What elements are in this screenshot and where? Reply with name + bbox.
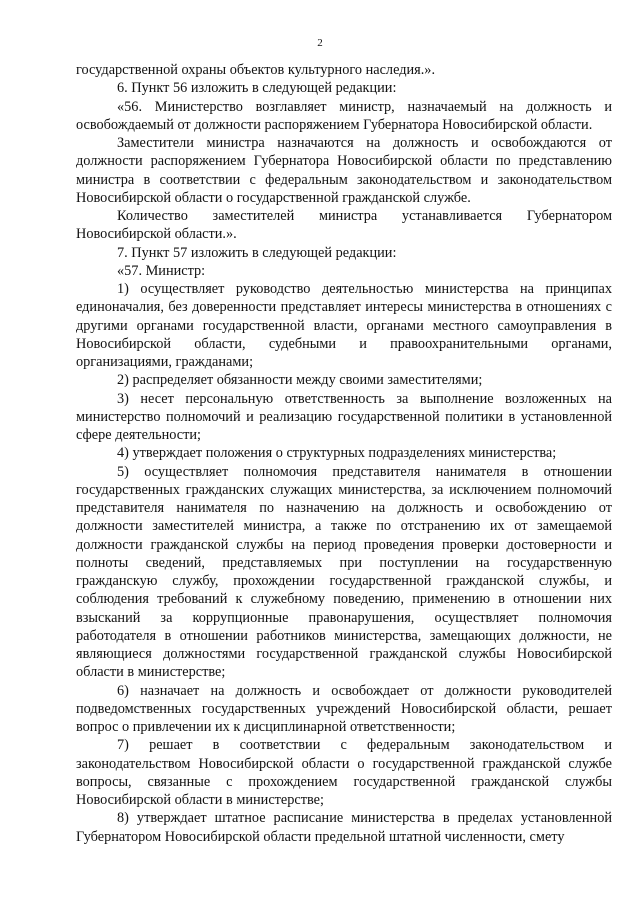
paragraph: государственной охраны объектов культурного наследия.». xyxy=(76,62,436,78)
paragraph: 1) осуществляет руководство деятельностью министерства на принципах единоначалия, без доверенности представляет интересы министерства в отношениях с другими органами государственной власти, органами местного самоуправления в Новосибирской области, судебными и правоохранительными органами, организациями, гражданами; xyxy=(76,281,612,370)
page-number: 2 xyxy=(317,37,323,49)
paragraph: 5) осуществляет полномочия представителя нанимателя в отношении государственных гражданских служащих министерства, за исключением полномочий представителя нанимателя по назначению на должность и освобождению от должности заместителей министра, а также по отстранению их от замещаемой должности гражданской службы на период проведения проверки достоверности и полноты сведений, представляемых при поступлении на государственную гражданскую службу, прохождении государственной гражданской службы, и соблюдения требований к служебному поведению, применению в отношении них взысканий за коррупционные правонарушения, осуществляет полномочия работодателя в отношении работников министерства, замещающих должности, не являющиеся должностями государственной гражданской службы Новосибирской области в министерстве; xyxy=(76,463,612,681)
paragraph: 6) назначает на должность и освобождает от должности руководителей подведомственных государственных учреждений Новосибирской области, решает вопрос о привлечении их к дисциплинарной ответственности; xyxy=(76,682,612,735)
paragraph: 6. Пункт 56 изложить в следующей редакции: xyxy=(117,80,397,97)
paragraph: 7) решает в соответствии с федеральным законодательством и законодательством Новосибирской области о государственной гражданской службе вопросы, связанные с прохождением государственной гражданской службы Новосибирской области в министерстве; xyxy=(76,737,612,808)
paragraph: 3) несет персональную ответственность за выполнение возложенных на министерство полномочий и реализацию государственной политики в установленной сфере деятельности; xyxy=(76,390,612,443)
document-body xyxy=(76,61,612,846)
paragraph: Количество заместителей министра устанавливается Губернатором Новосибирской области.». xyxy=(76,208,612,243)
paragraph: «57. Министр: xyxy=(117,262,206,279)
paragraph: Заместители министра назначаются на должность и освобождаются от должности распоряжением Губернатора Новосибирской области по представлению министра в соответствии с федеральным законодательством и законодательством Новосибирской области о государственной гражданской службе. xyxy=(76,135,612,206)
paragraph: 8) утверждает штатное расписание министерства в пределах установленной Губернатором Новосибирской области предельной штатной численности, смету xyxy=(76,810,612,845)
paragraph: «56. Министерство возглавляет министр, назначаемый на должность и освобождаемый от должности распоряжением Губернатора Новосибирской области. xyxy=(76,98,612,133)
paragraph: 2) распределяет обязанности между своими заместителями; xyxy=(117,372,483,389)
paragraph: 7. Пункт 57 изложить в следующей редакции: xyxy=(117,244,397,261)
paragraph: 4) утверждает положения о структурных подразделениях министерства; xyxy=(117,445,557,462)
